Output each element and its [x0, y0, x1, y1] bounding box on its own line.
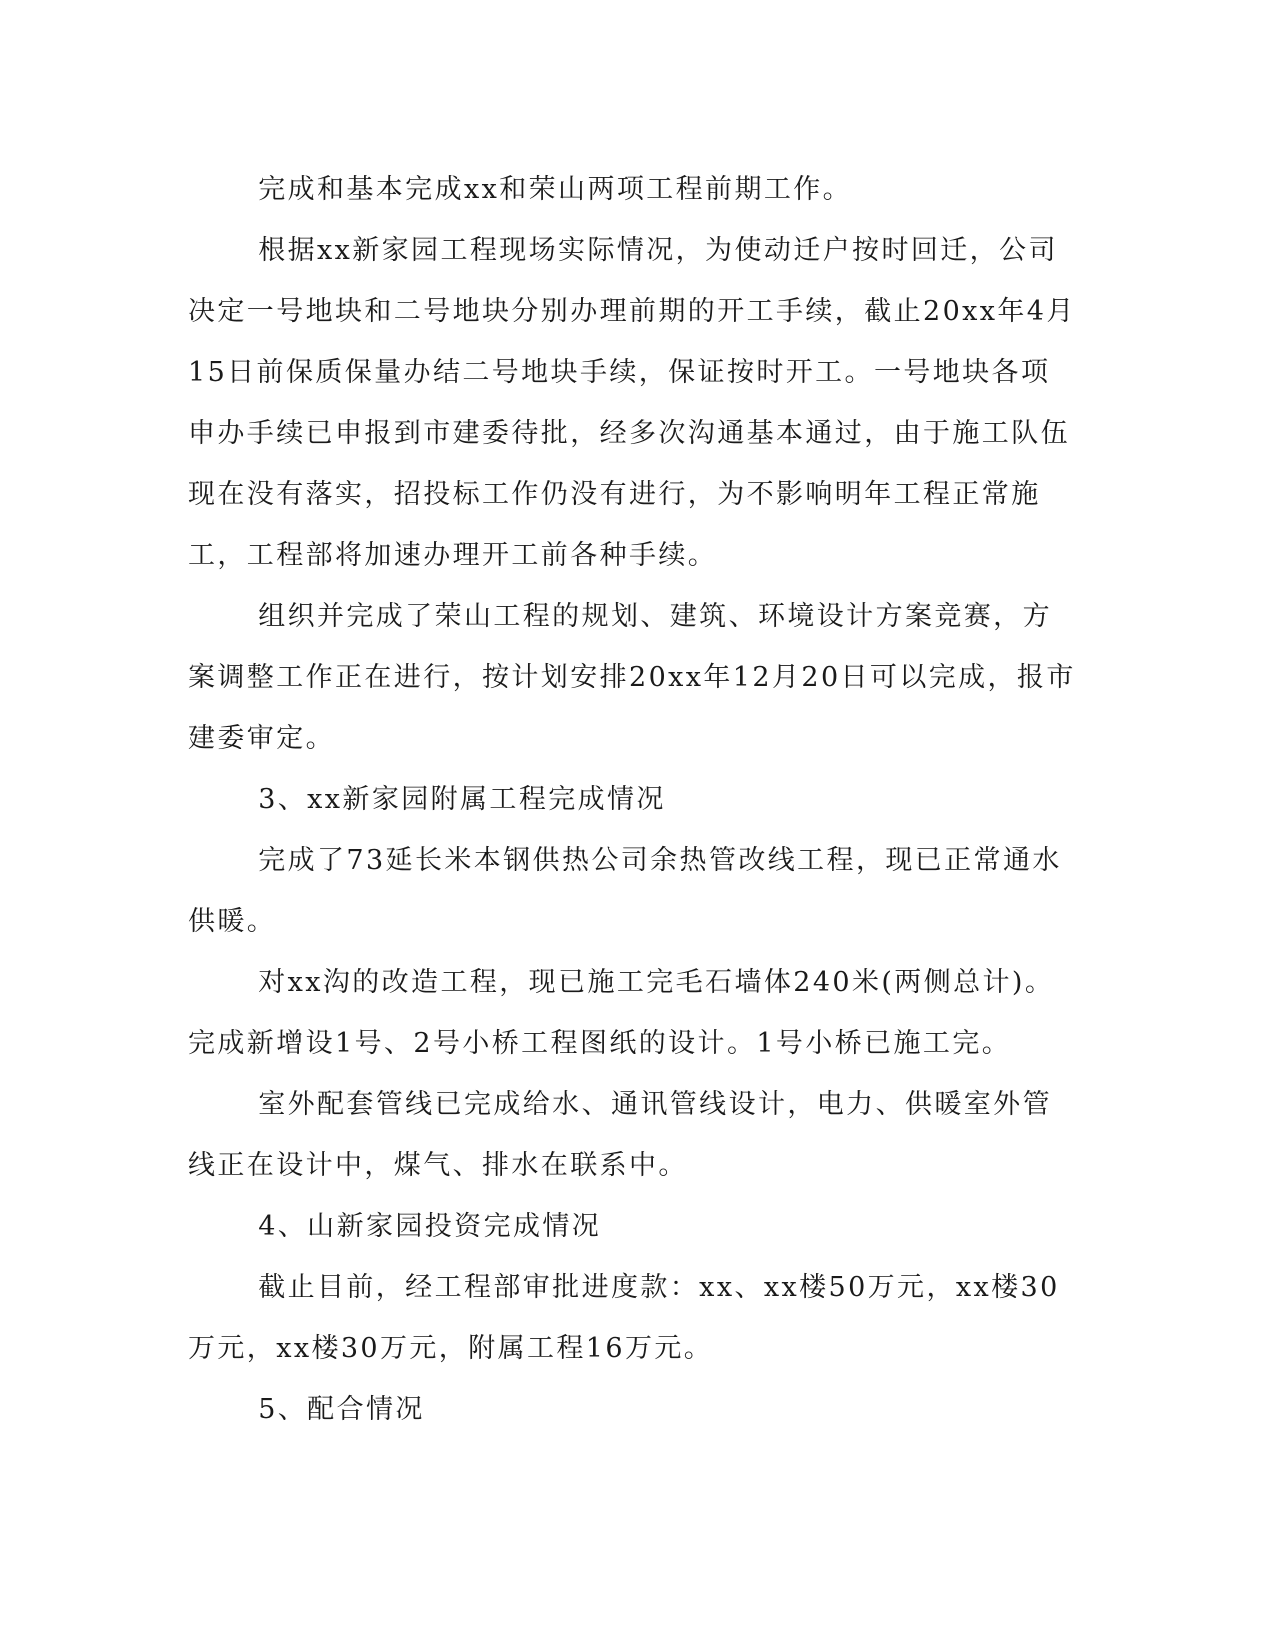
- section-heading-4: 4、山新家园投资完成情况: [258, 1211, 602, 1242]
- section-heading-3: 3、xx新家园附属工程完成情况: [258, 784, 666, 815]
- paragraph-3: 组织并完成了荣山工程的规划、建筑、环境设计方案竞赛，方案调整工作正在进行，按计划安排20xx年12月20日可以完成，报市建委审定。: [188, 601, 1076, 754]
- document-body: [188, 159, 1078, 1440]
- paragraph-5: 对xx沟的改造工程，现已施工完毛石墙体240米(两侧总计)。完成新增设1号、2号小桥工程图纸的设计。1号小桥已施工完。: [188, 967, 1055, 1059]
- paragraph-4: 完成了73延长米本钢供热公司余热管改线工程，现已正常通水供暖。: [188, 845, 1062, 937]
- paragraph-2: 根据xx新家园工程现场实际情况，为使动迁户按时回迁，公司决定一号地块和二号地块分别办理前期的开工手续，截止20xx年4月15日前保质保量办结二号地块手续，保证按时开工。一号地块各项申办手续已申报到市建委待批，经多次沟通基本通过，由于施工队伍现在没有落实，招投标工作仍没有进行，为不影响明年工程正常施工，工程部将加速办理开工前各种手续。: [188, 235, 1076, 571]
- paragraph-1: 完成和基本完成xx和荣山两项工程前期工作。: [258, 174, 853, 205]
- paragraph-7: 截止目前，经工程部审批进度款：xx、xx楼50万元，xx楼30万元，xx楼30万元，附属工程16万元。: [188, 1272, 1060, 1364]
- paragraph-6: 室外配套管线已完成给水、通讯管线设计，电力、供暖室外管线正在设计中，煤气、排水在联系中。: [188, 1089, 1052, 1181]
- section-heading-5: 5、配合情况: [258, 1394, 425, 1425]
